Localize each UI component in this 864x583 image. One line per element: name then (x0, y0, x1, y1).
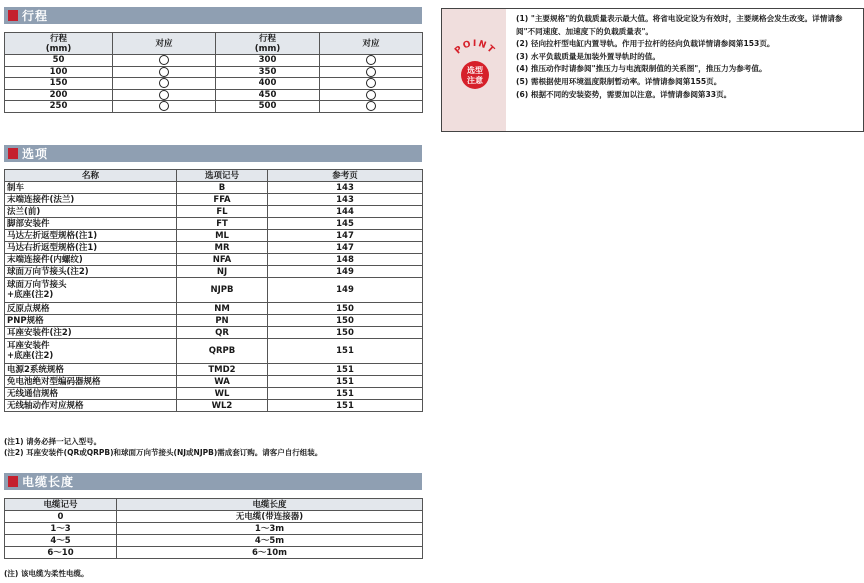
point-notice-list (516, 13, 859, 101)
point-badge (442, 9, 506, 131)
stroke-value: 150 (5, 78, 113, 90)
option-name: 反原点规格 (5, 303, 177, 315)
option-code: FL (177, 206, 268, 218)
option-page: 144 (268, 206, 423, 218)
option-code: NM (177, 303, 268, 315)
stroke-table (4, 32, 423, 113)
page-header: 参考页 (268, 170, 423, 182)
option-page: 143 (268, 194, 423, 206)
supported-circle-icon (366, 67, 376, 77)
option-name: 免电池绝对型编码器规格 (5, 376, 177, 388)
cable-length: 4～5m (117, 535, 423, 547)
option-code: PN (177, 315, 268, 327)
option-code: MR (177, 242, 268, 254)
option-name: 耳座安装件 +底座(注2) (5, 339, 177, 364)
point-item: (5) 需根据使用环境温度限制暂动率。详情请参阅第155页。 (516, 76, 722, 86)
table-row (5, 206, 423, 218)
option-page: 145 (268, 218, 423, 230)
support-cell (320, 101, 423, 113)
table-row (5, 364, 423, 376)
support-header: 对应 (320, 33, 423, 55)
option-name: 末端连接件(内螺纹) (5, 254, 177, 266)
stroke-value: 50 (5, 55, 113, 67)
option-page: 149 (268, 278, 423, 303)
cable-code: 4～5 (5, 535, 117, 547)
option-page: 147 (268, 230, 423, 242)
options-table (4, 169, 423, 412)
support-cell (113, 78, 216, 90)
svg-text:POINT (453, 39, 497, 56)
option-page: 143 (268, 182, 423, 194)
table-row (5, 266, 423, 278)
supported-circle-icon (159, 101, 169, 111)
option-page: 149 (268, 266, 423, 278)
table-row (5, 547, 423, 559)
cable-length: 无电缆(带连接器) (117, 511, 423, 523)
table-row (5, 55, 423, 67)
cable-note: (注) 该电缆为柔性电缆。 (4, 569, 89, 578)
option-page: 147 (268, 242, 423, 254)
options-note-1: (注1) 请务必择一记入型号。 (4, 437, 102, 446)
option-name: 电源2系统规格 (5, 364, 177, 376)
supported-circle-icon (159, 55, 169, 65)
table-row (5, 523, 423, 535)
cable-code: 6～10 (5, 547, 117, 559)
option-name: 马达左折返型规格(注1) (5, 230, 177, 242)
cable-length: 1～3m (117, 523, 423, 535)
options-section-title: 选项 (22, 147, 49, 161)
table-row (5, 388, 423, 400)
stroke-value: 400 (216, 78, 320, 90)
table-row (5, 315, 423, 327)
supported-circle-icon (366, 101, 376, 111)
option-code: NFA (177, 254, 268, 266)
option-page: 151 (268, 376, 423, 388)
name-header: 名称 (5, 170, 177, 182)
supported-circle-icon (366, 55, 376, 65)
option-code: NJPB (177, 278, 268, 303)
supported-circle-icon (366, 78, 376, 88)
option-name: 制车 (5, 182, 177, 194)
code-header: 选项记号 (177, 170, 268, 182)
table-row (5, 78, 423, 90)
table-row (5, 182, 423, 194)
table-row (5, 242, 423, 254)
option-page: 150 (268, 315, 423, 327)
supported-circle-icon (366, 90, 376, 100)
stroke-value: 250 (5, 101, 113, 113)
support-cell (320, 78, 423, 90)
table-row (5, 535, 423, 547)
section-marker (8, 476, 18, 487)
support-header: 对应 (113, 33, 216, 55)
stroke-value: 350 (216, 66, 320, 78)
table-row (5, 278, 423, 303)
option-code: TMD2 (177, 364, 268, 376)
supported-circle-icon (159, 67, 169, 77)
option-code: ML (177, 230, 268, 242)
table-row (5, 66, 423, 78)
point-badge-arc-text: POINT (453, 38, 497, 57)
point-item: (1) "主要规格"的负载质量表示最大值。将省电设定设为有效时，主要规格会发生改变。详情请参阅"不同速度、加速度下的负载质量表"。 (516, 14, 843, 36)
stroke-value: 450 (216, 89, 320, 101)
option-name: 马达右折返型规格(注1) (5, 242, 177, 254)
options-note-2: (注2) 耳座安装件(QR或QRPB)和球面万向节接头(NJ或NJPB)需成套订购。请客户自行组装。 (4, 448, 323, 457)
point-item: (3) 水平负载质量是加装外置导轨时的值。 (516, 51, 660, 61)
option-code: FFA (177, 194, 268, 206)
support-cell (320, 89, 423, 101)
option-name: 球面万向节接头(注2) (5, 266, 177, 278)
options-section-header (4, 145, 422, 162)
cable-section-title: 电缆长度 (22, 475, 75, 489)
table-row (5, 194, 423, 206)
option-page: 151 (268, 364, 423, 376)
stroke-value: 500 (216, 101, 320, 113)
support-cell (113, 89, 216, 101)
supported-circle-icon (159, 78, 169, 88)
stroke-value: 200 (5, 89, 113, 101)
point-item: (4) 推压动作时请参阅"推压力与电流限制值的关系图"，推压力为参考值。 (516, 64, 767, 74)
stroke-header: 行程 (mm) (216, 33, 320, 55)
stroke-section-header (4, 7, 422, 24)
table-row (5, 230, 423, 242)
point-badge-icon (446, 35, 504, 97)
cable-length-header: 电缆长度 (117, 499, 423, 511)
option-code: QR (177, 327, 268, 339)
option-page: 151 (268, 339, 423, 364)
supported-circle-icon (159, 90, 169, 100)
table-row (5, 400, 423, 412)
option-code: WL2 (177, 400, 268, 412)
option-name: 无线轴动作对应规格 (5, 400, 177, 412)
option-code: B (177, 182, 268, 194)
section-marker (8, 148, 18, 159)
table-row (5, 376, 423, 388)
cable-code: 1～3 (5, 523, 117, 535)
support-cell (113, 101, 216, 113)
cable-length: 6～10m (117, 547, 423, 559)
point-badge-center-line1: 选型 (467, 66, 483, 75)
support-cell (320, 55, 423, 67)
option-name: PNP规格 (5, 315, 177, 327)
option-code: FT (177, 218, 268, 230)
option-page: 151 (268, 388, 423, 400)
option-code: WL (177, 388, 268, 400)
option-name: 无线通信规格 (5, 388, 177, 400)
stroke-value: 100 (5, 66, 113, 78)
table-row (5, 339, 423, 364)
table-row (5, 89, 423, 101)
option-name: 法兰(前) (5, 206, 177, 218)
cable-code: 0 (5, 511, 117, 523)
cable-section-header (4, 473, 422, 490)
option-name: 末端连接件(法兰) (5, 194, 177, 206)
option-page: 151 (268, 400, 423, 412)
option-name: 球面万向节接头 +底座(注2) (5, 278, 177, 303)
stroke-header: 行程 (mm) (5, 33, 113, 55)
support-cell (113, 66, 216, 78)
stroke-section-title: 行程 (22, 9, 49, 23)
support-cell (113, 55, 216, 67)
cable-table (4, 498, 423, 559)
point-notice-box (441, 8, 864, 132)
option-page: 150 (268, 303, 423, 315)
point-item: (6) 根据不同的安装姿势，需要加以注意。详情请参阅第33页。 (516, 89, 732, 99)
option-name: 耳座安装件(注2) (5, 327, 177, 339)
table-row (5, 218, 423, 230)
table-row (5, 303, 423, 315)
support-cell (320, 66, 423, 78)
table-row (5, 511, 423, 523)
cable-code-header: 电缆记号 (5, 499, 117, 511)
stroke-value: 300 (216, 55, 320, 67)
option-page: 148 (268, 254, 423, 266)
table-row (5, 254, 423, 266)
option-code: QRPB (177, 339, 268, 364)
section-marker (8, 10, 18, 21)
option-name: 脚部安装件 (5, 218, 177, 230)
point-badge-center-line2: 注意 (467, 76, 483, 85)
option-code: NJ (177, 266, 268, 278)
option-page: 150 (268, 327, 423, 339)
point-item: (2) 径向拉杆型电缸内置导轨。作用于拉杆的径向负载详情请参阅第153页。 (516, 39, 775, 49)
table-row (5, 327, 423, 339)
table-row (5, 101, 423, 113)
option-code: WA (177, 376, 268, 388)
